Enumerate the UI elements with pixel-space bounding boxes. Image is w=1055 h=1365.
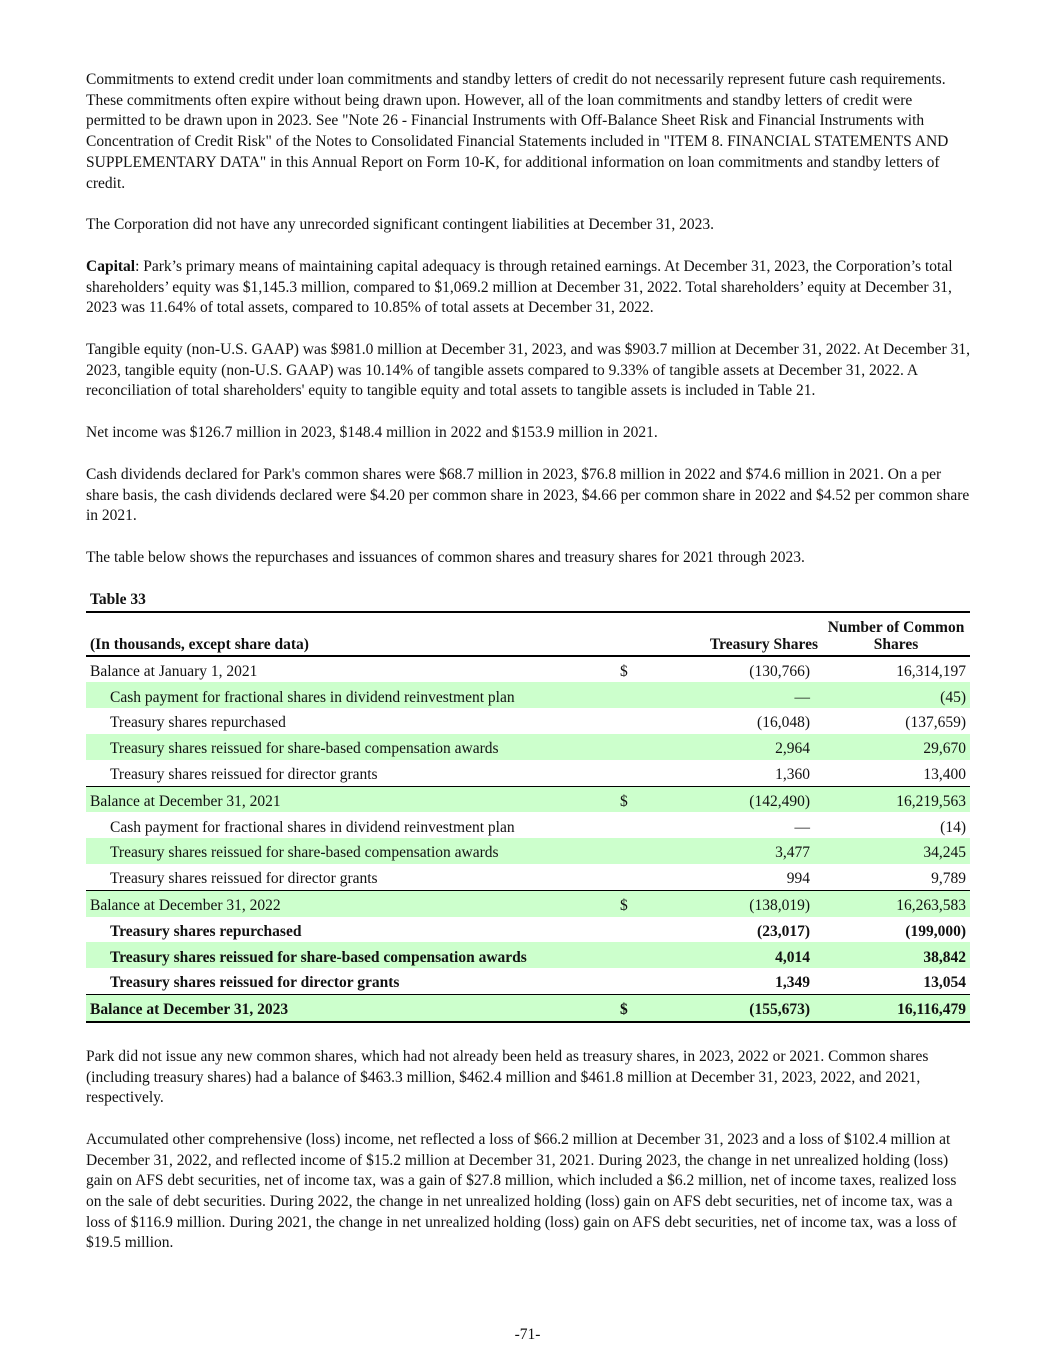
common-value: 34,245 [822, 838, 970, 864]
paragraph-commitments: Commitments to extend credit under loan commitments and standby letters of credit do not necessarily represent future cash requirements. These commitments often expire without being drawn upon. However, all of the loan commitments and standby letters of credit were permitted to be drawn upon in 2023. See "Note 26 - Financial Instruments with Off-Balance Sheet Risk and Financial Instruments with Concentration of Credit Risk" of the Notes to Consolidated Financial Statements included in "ITEM 8. FINANCIAL STATEMENTS AND SUPPLEMENTARY DATA" in this Annual Report on Form 10-K, for additional information on loan commitments and standby letters of credit. [86, 71, 949, 192]
row-label: Treasury shares reissued for director grants [110, 765, 378, 783]
paragraph-net-income: Net income was $126.7 million in 2023, $148.4 million in 2022 and $153.9 million in 2021. [86, 424, 658, 442]
common-value: (199,000) [905, 922, 966, 940]
table-row [86, 917, 970, 943]
dollar-sign [616, 864, 644, 890]
dollar-sign [616, 838, 644, 864]
table-row [86, 942, 970, 968]
capital-label: Capital [86, 257, 136, 275]
treasury-value: (16,048) [757, 714, 810, 732]
common-value: 16,219,563 [822, 786, 970, 812]
table-row [86, 838, 970, 864]
treasury-value: 994 [786, 870, 810, 888]
paragraph-contingent: The Corporation did not have any unrecorded significant contingent liabilities at December 31, 2023. [86, 216, 714, 234]
paragraph-common-shares: Park did not issue any new common shares, which had not already been held as treasury shares, in 2023, 2022 or 2021. Common shares (including treasury shares) had a balance of $463.3 million, $462.4 million and $461.8 million at December 31, 2023, 2022, and 2021, respectively. [86, 1047, 929, 1107]
dollar-sign [616, 812, 644, 838]
dollar-sign [616, 734, 644, 760]
table-row [86, 734, 970, 760]
row-label: Treasury shares reissued for director grants [110, 974, 400, 992]
common-value: 9,789 [931, 870, 966, 888]
table-row [86, 682, 970, 708]
treasury-value: — [644, 682, 822, 708]
row-label: Balance at December 31, 2022 [86, 890, 616, 916]
dollar-sign [616, 760, 644, 786]
capital-text: : Park’s primary means of maintaining capital adequacy is through retained earnings. At December 31, 2023, the Corporation’s total shareholders’ equity was $1,145.3 million, compared to $1,069.2 million at December 31, 2022. Total shareholders’ equity at December 31, 2023 was 11.64% of total assets, compared to 10.85% of total assets at December 31, 2022. [86, 257, 953, 317]
treasury-value: 4,014 [644, 942, 822, 968]
treasury-value: (130,766) [644, 656, 822, 683]
table-title: Table 33 [90, 590, 146, 608]
dollar-sign: $ [616, 786, 644, 812]
header-common-shares: Number of Common Shares [822, 612, 970, 656]
dollar-sign: $ [616, 656, 644, 683]
row-label: Cash payment for fractional shares in dividend reinvestment plan [86, 682, 616, 708]
treasury-value: 1,349 [775, 974, 810, 992]
row-label: Cash payment for fractional shares in dividend reinvestment plan [110, 818, 515, 836]
table-row [86, 786, 970, 812]
table-row [86, 760, 970, 786]
paragraph-tangible-equity: Tangible equity (non-U.S. GAAP) was $981.0 million at December 31, 2023, and was $903.7 million at December 31, 2022. At December 31, 2023, tangible equity (non-U.S. GAAP) was 10.14% of tangible assets compared to 9.33% of tangible assets at December 31, 2022. A reconciliation of total shareholders' equity to tangible equity and total assets to tangible assets is included in Table 21. [86, 341, 970, 400]
paragraph-table-intro: The table below shows the repurchases and issuances of common shares and treasury shares for 2021 through 2023. [86, 548, 805, 566]
row-label: Treasury shares repurchased [110, 714, 286, 732]
table-row [86, 864, 970, 890]
row-label: Treasury shares repurchased [110, 922, 302, 940]
dollar-sign [616, 917, 644, 943]
common-value: 16,263,583 [822, 890, 970, 916]
dollar-sign [616, 968, 644, 994]
treasury-value: 1,360 [775, 765, 810, 783]
table-row [86, 995, 970, 1022]
header-description: (In thousands, except share data) [86, 612, 616, 656]
dollar-sign: $ [616, 890, 644, 916]
common-value: 13,054 [923, 974, 966, 992]
treasury-value: — [794, 818, 810, 836]
row-label: Balance at December 31, 2021 [86, 786, 616, 812]
common-value: 16,116,479 [822, 995, 970, 1022]
treasury-value: 2,964 [644, 734, 822, 760]
page-content [86, 70, 971, 1275]
row-label: Treasury shares reissued for share-based compensation awards [86, 942, 616, 968]
treasury-value: (155,673) [644, 995, 822, 1022]
common-value: 16,314,197 [822, 656, 970, 683]
common-value: (14) [940, 818, 966, 836]
dollar-sign [616, 942, 644, 968]
dollar-sign [616, 682, 644, 708]
common-value: (137,659) [905, 714, 966, 732]
table-row [86, 656, 970, 683]
paragraph-dividends: Cash dividends declared for Park's common shares were $68.7 million in 2023, $76.8 million in 2022 and $74.6 million in 2021. On a per share basis, the cash dividends declared were $4.20 per common share in 2023, $4.66 per common share in 2022 and $4.52 per common share in 2021. [86, 465, 970, 525]
table-row [86, 812, 970, 838]
row-label: Treasury shares reissued for share-based compensation awards [86, 734, 616, 760]
row-label: Treasury shares reissued for share-based compensation awards [86, 838, 616, 864]
common-value: 38,842 [822, 942, 970, 968]
header-treasury-shares: Treasury Shares [644, 612, 822, 656]
page-number: -71- [514, 1326, 541, 1343]
share-activity-table [86, 611, 970, 1023]
table-row [86, 968, 970, 994]
treasury-value: (142,490) [644, 786, 822, 812]
dollar-sign: $ [616, 995, 644, 1022]
paragraph-aoci: Accumulated other comprehensive (loss) income, net reflected a loss of $66.2 million at December 31, 2023 and a loss of $102.4 million at December 31, 2022, and reflected income of $15.2 million at December 31, 2021. During 2023, the change in net unrealized holding (loss) gain on AFS debt securities, net of income tax, was a gain of $27.8 million, which included a $6.2 million, net of income taxes, realized loss on the sale of debt securities. During 2022, the change in net unrealized holding (loss) gain on AFS debt securities, net of income tax, was a loss of $116.9 million. During 2021, the change in net unrealized holding (loss) gain on AFS debt securities, net of income tax, was a loss of $19.5 million. [86, 1130, 957, 1252]
table-row [86, 708, 970, 734]
table-row [86, 890, 970, 916]
common-value: (45) [822, 682, 970, 708]
row-label: Treasury shares reissued for director grants [110, 870, 378, 888]
treasury-value: (138,019) [644, 890, 822, 916]
common-value: 29,670 [822, 734, 970, 760]
row-label: Balance at December 31, 2023 [86, 995, 616, 1022]
paragraph-capital [86, 257, 971, 319]
common-value: 13,400 [923, 765, 966, 783]
treasury-value: 3,477 [644, 838, 822, 864]
row-label: Balance at January 1, 2021 [86, 656, 616, 683]
treasury-value: (23,017) [757, 922, 810, 940]
dollar-sign [616, 708, 644, 734]
